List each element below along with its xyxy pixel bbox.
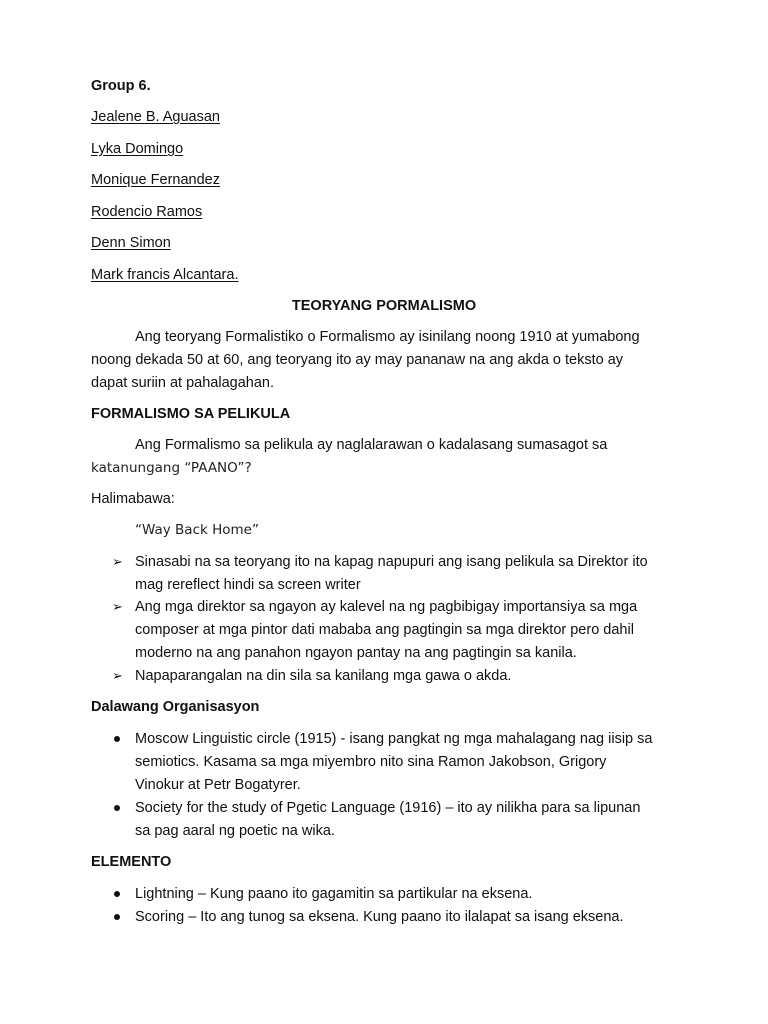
- paragraph-line: Ang Formalismo sa pelikula ay naglalarawan o kadalasang sumasagot sa: [135, 437, 608, 453]
- bullet-dot-icon: [114, 914, 120, 920]
- example-label: Halimabawa:: [91, 491, 175, 507]
- group-label: Group 6.: [91, 78, 151, 94]
- member-name: Rodencio Ramos: [91, 204, 203, 220]
- document-title: TEORYANG PORMALISMO: [291, 298, 477, 314]
- list-item-line: semiotics. Kasama sa mga miyembro nito sina Ramon Jakobson, Grigory: [135, 754, 607, 770]
- section-heading: Dalawang Organisasyon: [91, 699, 260, 715]
- member-name: Denn Simon: [91, 235, 171, 251]
- bullet-dot-icon: [114, 891, 120, 897]
- list-item-line: Society for the study of Pgetic Language (1916) – ito ay nilikha para sa lipunan: [135, 800, 641, 816]
- bullet-line: mag rereflect hindi sa screen writer: [135, 577, 361, 593]
- arrow-bullet-icon: ➢: [112, 668, 123, 683]
- intro-line: dapat suriin at pahalagahan.: [91, 375, 275, 391]
- list-item-line: Scoring – Ito ang tunog sa eksena. Kung paano ito ilalapat sa isang eksena.: [135, 909, 624, 925]
- member-name: Monique Fernandez: [91, 172, 220, 188]
- bullet-dot-icon: [114, 805, 120, 811]
- list-item-line: sa pag aaral ng poetic na wika.: [135, 823, 335, 839]
- section-heading: FORMALISMO SA PELIKULA: [91, 406, 291, 422]
- example-title: “Way Back Home”: [135, 522, 259, 538]
- member-name: Jealene B. Aguasan: [91, 109, 220, 125]
- section-heading: ELEMENTO: [91, 854, 172, 870]
- arrow-bullet-icon: ➢: [112, 554, 123, 569]
- member-name: Lyka Domingo: [91, 141, 184, 157]
- bullet-line: moderno na ang panahon ngayon pantay na ang pagtingin sa kanila.: [135, 645, 577, 661]
- member-name: Mark francis Alcantara.: [91, 267, 239, 283]
- list-item-line: Vinokur at Petr Bogatyrer.: [135, 777, 301, 793]
- paragraph-line: katanungang “PAANO”?: [91, 460, 252, 476]
- intro-line: noong dekada 50 at 60, ang teoryang ito ay may pananaw na ang akda o teksto ay: [91, 352, 624, 368]
- bullet-line: Sinasabi na sa teoryang ito na kapag napupuri ang isang pelikula sa Direktor ito: [135, 554, 648, 570]
- arrow-bullet-icon: ➢: [112, 599, 123, 614]
- bullet-line: Ang mga direktor sa ngayon ay kalevel na ng pagbibigay importansiya sa mga: [135, 599, 638, 615]
- bullet-dot-icon: [114, 736, 120, 742]
- bullet-line: Napaparangalan na din sila sa kanilang mga gawa o akda.: [135, 668, 512, 684]
- list-item-line: Lightning – Kung paano ito gagamitin sa partikular na eksena.: [135, 886, 533, 902]
- intro-line: Ang teoryang Formalistiko o Formalismo ay isinilang noong 1910 at yumabong: [135, 329, 640, 345]
- bullet-line: composer at mga pintor dati mababa ang pagtingin sa mga direktor pero dahil: [135, 622, 634, 638]
- list-item-line: Moscow Linguistic circle (1915) - isang pangkat ng mga mahalagang nag iisip sa: [135, 731, 653, 747]
